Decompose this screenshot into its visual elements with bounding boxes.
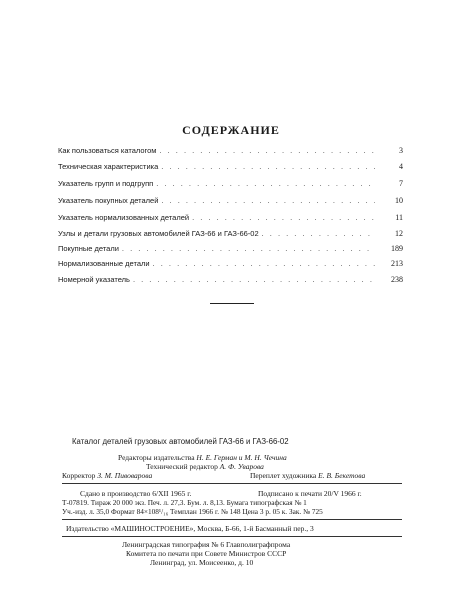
editors-names: Н. Е. Герман и М. Н. Чечина [196,453,287,462]
toc-entry-page: 7 [399,179,403,188]
publisher-line: Издательство «МАШИНОСТРОЕНИЕ», Москва, Б-66, 1-й Басманный пер., 3 [66,524,314,533]
toc-entry-page: 189 [391,244,403,253]
toc-entry-page: 238 [391,275,403,284]
toc-entry [58,159,403,171]
toc-entry-label: Номерной указатель [58,275,130,284]
toc-entry [58,241,403,253]
toc-leader-dots [192,213,375,222]
submitted-date: Сдано в производство 6/XII 1965 г. [80,489,192,498]
print-run-line: Т-07819. Тираж 20 000 экз. Печ. л. 27,3. Бум. л. 8,13. Бумага типографская № 1 [62,498,307,507]
toc-leader-dots [161,162,375,171]
toc-leader-dots [161,196,375,205]
toc-leader-dots [156,179,375,188]
toc-entry [58,176,403,188]
toc-entry-page: 4 [399,162,403,171]
toc-entry-page: 12 [395,229,403,238]
toc-entry-label: Техническая характеристика [58,162,159,171]
book-title: Каталог деталей грузовых автомобилей ГАЗ-66 и ГАЗ-66-02 [72,437,289,446]
toc-entry [58,226,403,238]
tech-editor-name: А. Ф. Уварова [219,462,264,471]
tech-editor-line [146,462,264,471]
printer-line-2: Комитета по печати при Совете Министров СССР [126,549,287,558]
toc-entry-label: Указатель покупных деталей [58,196,159,205]
tech-editor-label: Технический редактор [146,462,218,471]
corrector-line [62,471,152,480]
toc-entry-label: Указатель нормализованных деталей [58,213,190,222]
toc-entry-label: Узлы и детали грузовых автомобилей ГАЗ-66 и ГАЗ-66-02 [58,229,259,238]
toc-leader-dots [133,275,375,284]
corrector-label: Корректор [62,471,96,480]
toc-entry-page: 213 [391,259,403,268]
toc-entry [58,256,403,268]
cover-label: Переплет художника [250,471,317,480]
toc-entry-label: Как пользоваться каталогом [58,146,157,155]
toc-entry-label: Покупные детали [58,244,119,253]
printer-line-1: Ленинградская типография № 6 Главполиграфпрома [122,540,291,549]
editors-label: Редакторы издательства [118,453,195,462]
cover-artist-line [250,471,365,480]
signed-date: Подписано к печати 20/V 1966 г. [258,489,362,498]
toc-entry-page: 11 [395,213,403,222]
toc-entry-page: 10 [395,196,403,205]
imprint-rule [62,483,402,484]
cover-name: Е. В. Бекетова [318,471,366,480]
toc-leader-dots [122,244,375,253]
toc-leader-dots [153,259,375,268]
imprint-rule [62,536,402,537]
corrector-name: З. М. Пивоварова [97,471,153,480]
toc-leader-dots [262,229,375,238]
section-divider [210,303,254,304]
toc-entry [58,193,403,205]
toc-entry-page: 3 [399,146,403,155]
format-price-line: Уч.-изд. л. 35,0 Формат 84×108¹/₁₆ Темплан 1966 г. № 148 Цена 3 р. 05 к. Зак. № 725 [62,507,323,516]
toc-entry-label: Нормализованные детали [58,259,150,268]
toc-entry [58,143,403,155]
printer-line-3: Ленинград, ул. Моисеенко, д. 10 [150,558,254,567]
toc-leader-dots [159,146,375,155]
toc-entry [58,210,403,222]
imprint-rule [62,519,402,520]
editors-line [118,453,287,462]
toc-title: СОДЕРЖАНИЕ [182,123,280,137]
toc-entry-label: Указатель групп и подгрупп [58,179,154,188]
toc-entry [58,272,403,284]
